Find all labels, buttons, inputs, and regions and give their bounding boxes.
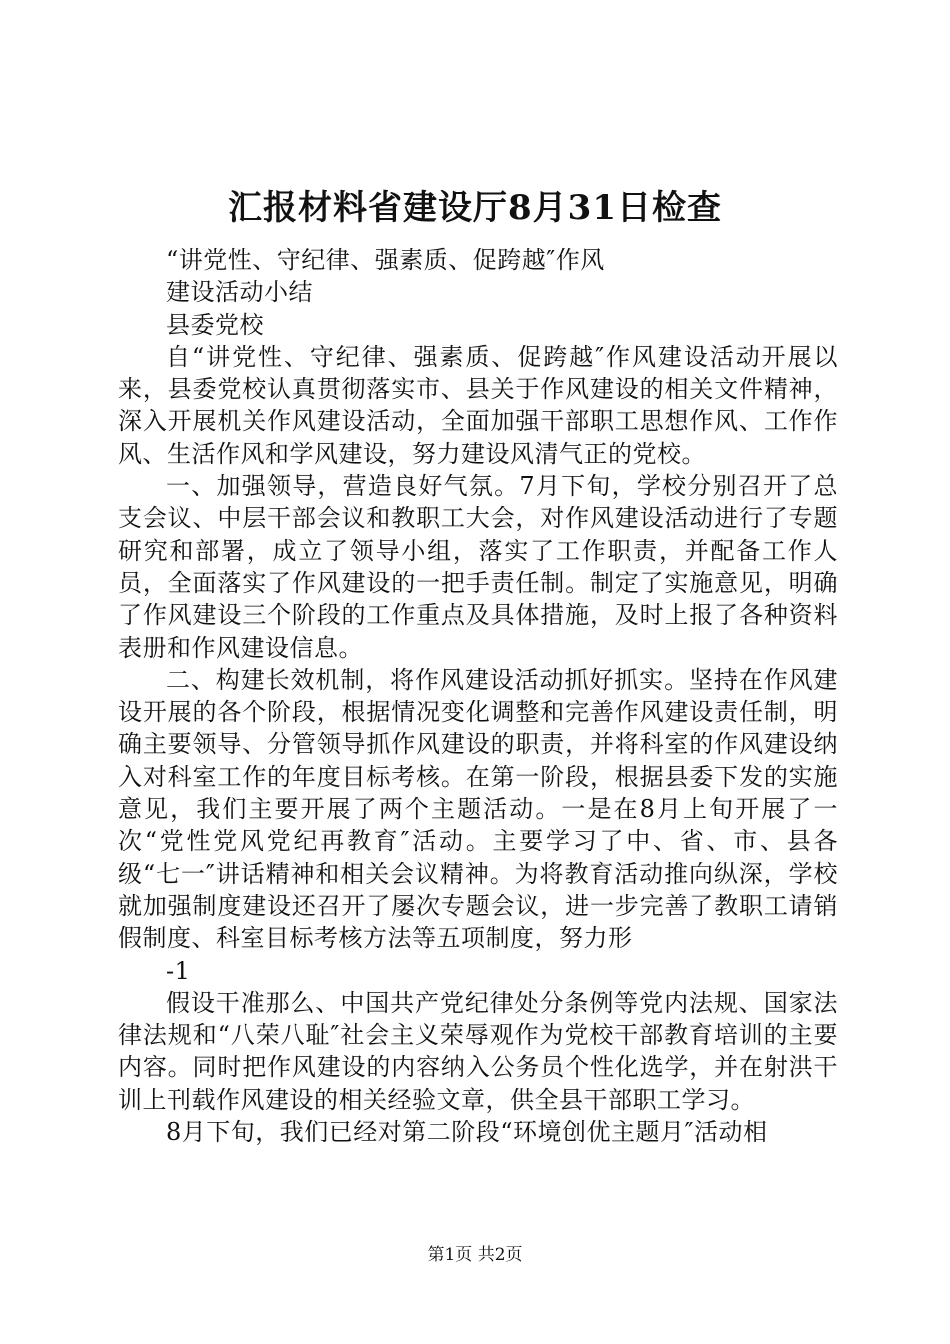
document-title: 汇报材料省建设厅8月31日检查 [228, 188, 722, 228]
paragraph: 二、构建长效机制，将作风建设活动抓好抓实。坚持在作风建设开展的各个阶段，根据情况变化调整和完善作风建设责任制，明确主要领导、分管领导抓作风建设的职责，并将科室的作风建设纳入对科室工作的年度目标考核。在第一阶段，根据县委下发的实施意见，我们主要开展了两个主题活动。一是在8月上旬开展了一次“党性党风党纪再教育″活动。主要学习了中、省、市、县各级“七一″讲话精神和相关会议精神。为将教育活动推向纵深，学校就加强制度建设还召开了屡次专题会议，进一步完善了教职工请销假制度、科室目标考核方法等五项制度，努力形 [118, 665, 838, 953]
document-body [118, 244, 838, 1148]
page-footer: 第1页 共2页 [427, 1245, 523, 1265]
page-marker: -1 [166, 956, 191, 985]
subtitle-line-1: “讲党性、守纪律、强素质、促跨越″作风 [166, 246, 605, 274]
author-line: 县委党校 [166, 310, 264, 339]
paragraph: 8月下旬，我们已经对第二阶段“环境创优主题月″活动相 [166, 1118, 768, 1147]
subtitle-line-2: 建设活动小结 [166, 278, 313, 307]
paragraph: 一、加强领导，营造良好气氛。7月下旬，学校分别召开了总支会议、中层干部会议和教职工大会，对作风建设活动进行了专题研究和部署，成立了领导小组，落实了工作职责，并配备工作人员，全面落实了作风建设的一把手责任制。制定了实施意见，明确了作风建设三个阶段的工作重点及具体措施，及时上报了各种资料表册和作风建设信息。 [118, 472, 838, 662]
paragraph: 自“讲党性、守纪律、强素质、促跨越″作风建设活动开展以来，县委党校认真贯彻落实市、县关于作风建设的相关文件精神，深入开展机关作风建设活动，全面加强干部职工思想作风、工作作风、生活作风和学风建设，努力建设风清气正的党校。 [118, 342, 838, 468]
paragraph: 假设干准那么、中国共产党纪律处分条例等党内法规、国家法律法规和“八荣八耻″社会主义荣辱观作为党校干部教育培训的主要内容。同时把作风建设的内容纳入公务员个性化选学，并在射洪干训上刊载作风建设的相关经验文章，供全县干部职工学习。 [118, 988, 838, 1114]
